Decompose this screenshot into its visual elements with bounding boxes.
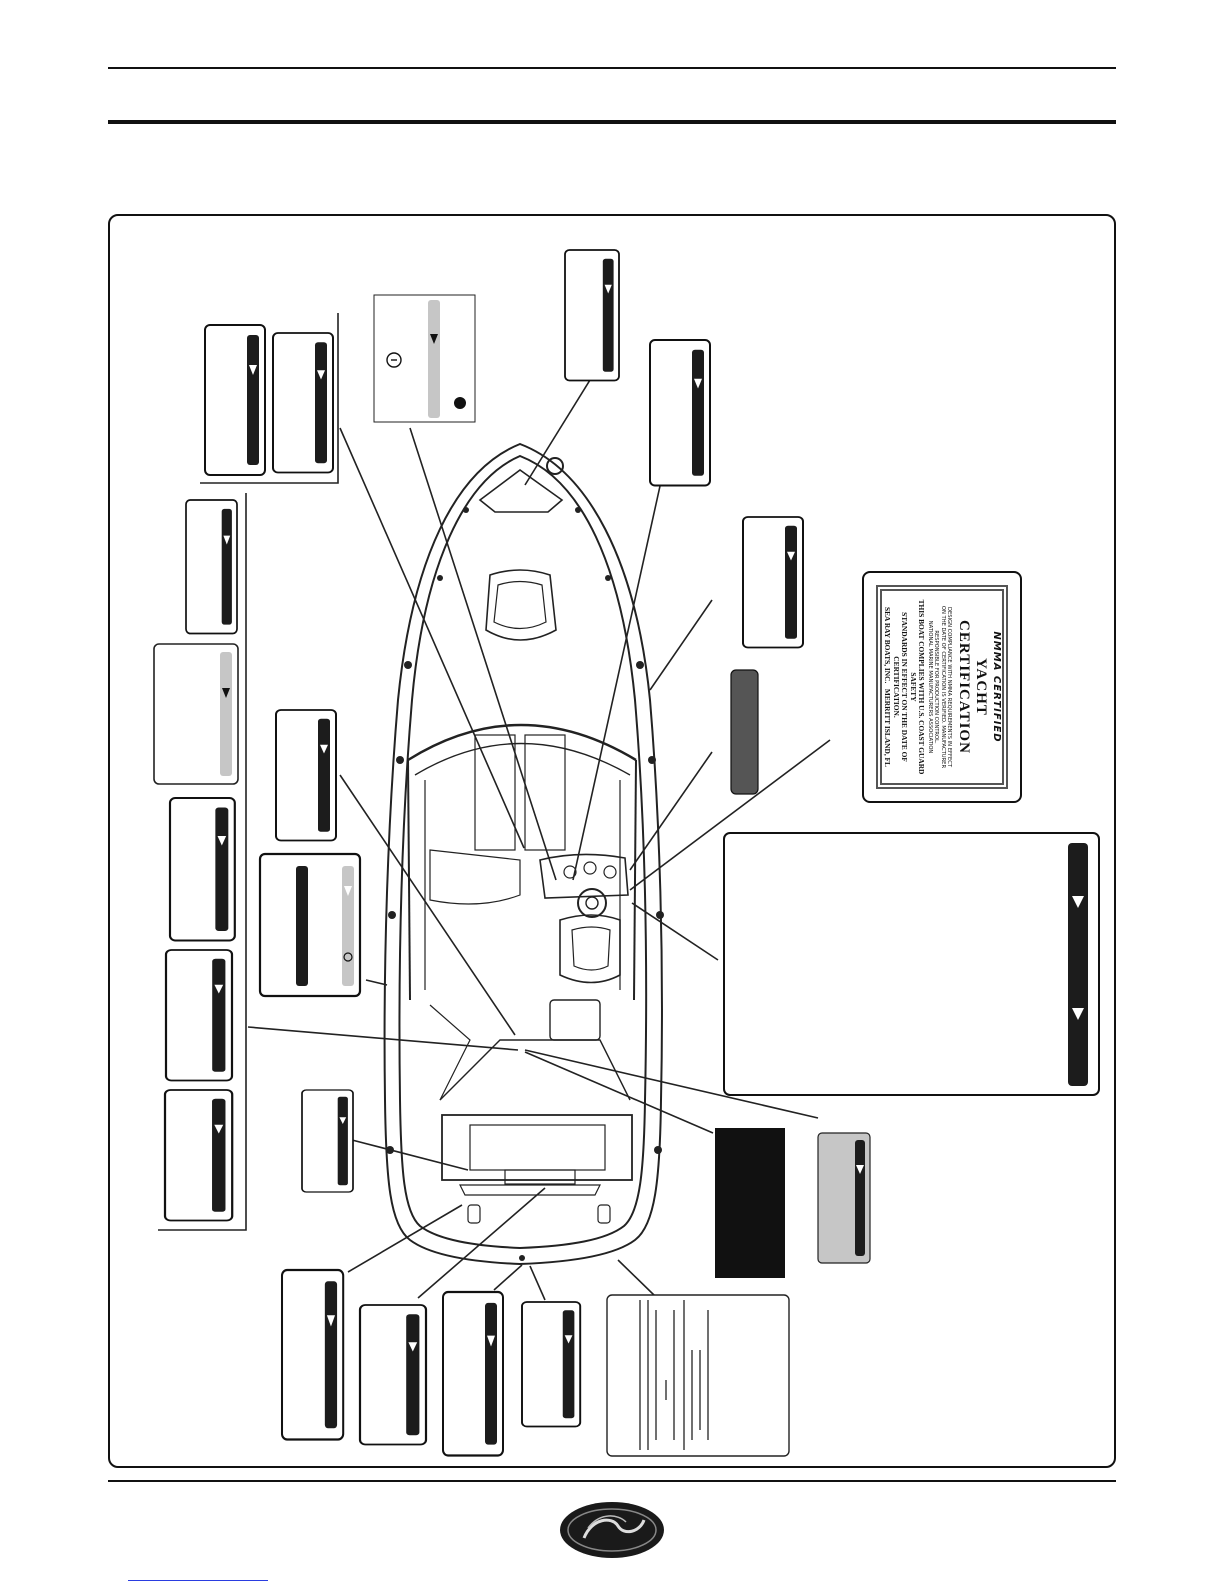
footer-rule — [108, 1480, 1116, 1482]
footer-link-underline[interactable] — [128, 1580, 268, 1581]
warning-label — [360, 1305, 426, 1445]
yacht-certification-plate — [862, 571, 1022, 803]
warning-label — [443, 1292, 503, 1456]
boat-hull — [385, 444, 662, 1264]
warning-label — [276, 710, 336, 841]
sea-ray-logo-icon — [560, 1502, 664, 1558]
warning-label — [743, 517, 803, 648]
warning-label — [522, 1302, 580, 1427]
certificate-border — [876, 585, 1008, 789]
warning-label — [205, 325, 265, 475]
certificate-builder — [882, 592, 891, 782]
caution-label — [154, 644, 238, 784]
rail-stanchions — [386, 458, 664, 1261]
warning-label — [170, 798, 235, 941]
nmma-logo-text: NMMA CERTIFIED — [990, 631, 1002, 743]
builder-location: MERRITT ISLAND, FL — [882, 688, 892, 767]
dark-placard — [731, 670, 758, 794]
certificate-line: NATIONAL MARINE MANUFACTURERS ASSOCIATION — [926, 620, 933, 754]
certificate-body — [926, 592, 952, 782]
warning-label — [565, 250, 619, 381]
warning-label — [650, 340, 710, 486]
certificate-line: RESPONSIBLE FOR PRODUCTION CONTROL. — [932, 630, 939, 744]
black-placard — [715, 1128, 785, 1278]
certificate-line: ON THE DATE OF CERTIFICATION IS VERIFIED. MANUFACTURER — [939, 605, 946, 769]
ignition-label — [374, 295, 475, 422]
warning-label — [273, 333, 333, 473]
fuel-label — [260, 854, 360, 996]
certificate-title: YACHT CERTIFICATION — [955, 620, 989, 754]
warning-label — [302, 1090, 353, 1192]
large-warning-label — [724, 833, 1099, 1095]
certificate-line: STANDARDS IN EFFECT ON THE DATE OF CERTIFICATION. — [891, 612, 909, 762]
builder-name: SEA RAY BOATS, INC. — [882, 607, 892, 684]
certificate-text — [882, 592, 1002, 782]
warning-label — [282, 1270, 343, 1440]
certificate-line: THIS BOAT COMPLIES WITH U.S. COAST GUARD SAFETY — [908, 599, 927, 775]
certificate-line: DESIGN COMPLIANCE WITH NMMA REQUIREMENTS IN EFFECT — [945, 606, 952, 768]
capacity-label — [818, 1133, 870, 1263]
warning-label — [186, 500, 237, 634]
warning-label — [166, 950, 232, 1081]
certificate-footer — [882, 592, 925, 782]
hull-id-label — [607, 1295, 789, 1456]
warning-label — [165, 1090, 232, 1221]
